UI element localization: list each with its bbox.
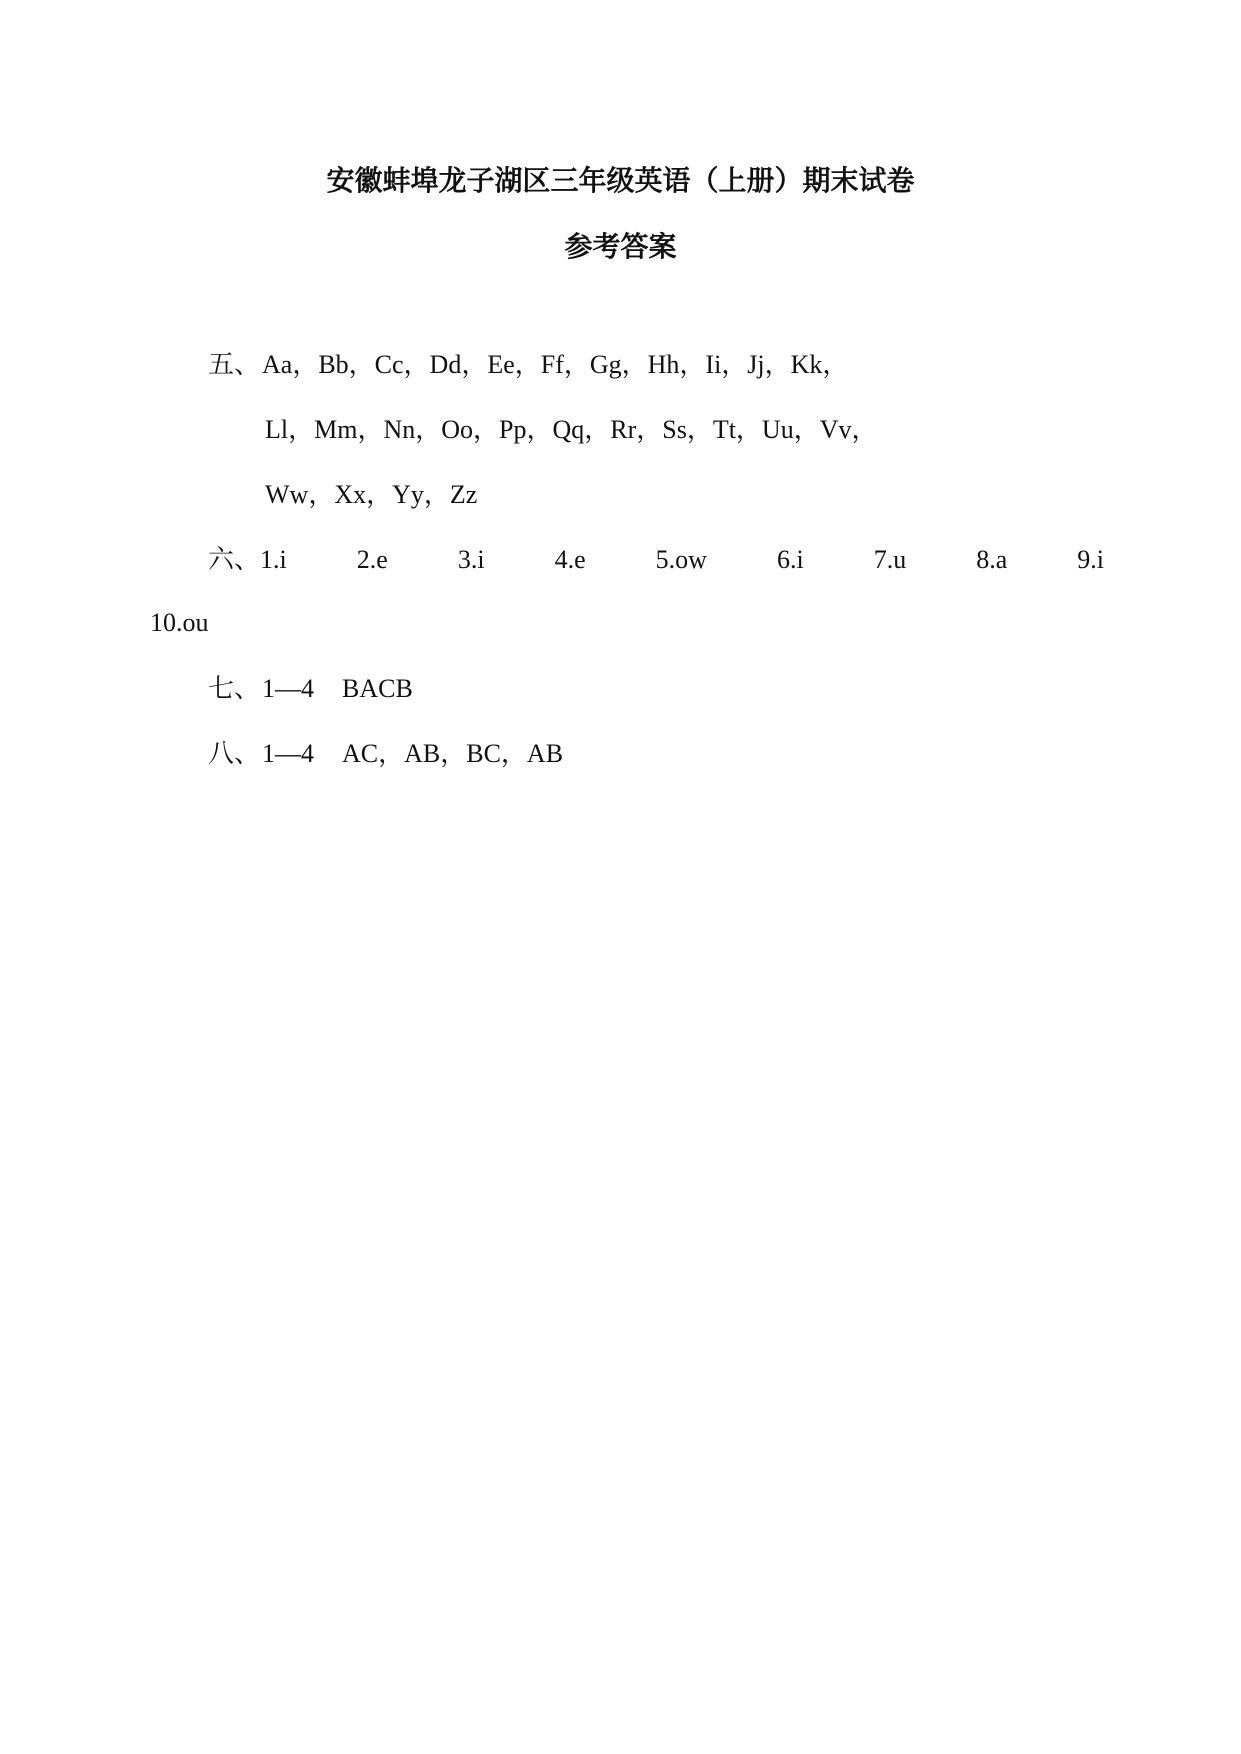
- section-6-answers-continued: [150, 606, 209, 640]
- section-6-answer-10: 10.ou: [150, 608, 209, 637]
- section-6-answer-1: 1.i: [260, 545, 287, 574]
- section-8-marker: 八、: [208, 739, 261, 768]
- section-6-answer-9: 9.i: [1077, 545, 1104, 574]
- section-7-answers: [208, 672, 413, 706]
- section-8-range: 1—4: [262, 739, 315, 768]
- section-6-answer-8: 8.a: [976, 545, 1008, 574]
- section-8-answer: AC，AB，BC，AB: [342, 739, 564, 768]
- section-6-answer-7: 7.u: [873, 545, 907, 574]
- section-7-marker: 七、: [208, 674, 261, 703]
- section-7-range: 1—4: [262, 674, 315, 703]
- section-6-marker: 六、: [208, 545, 261, 574]
- section-5-letters-1: Aa，Bb，Cc，Dd，Ee，Ff，Gg，Hh，Ii，Jj，Kk，: [262, 350, 849, 379]
- section-6-answer-6: 6.i: [776, 545, 804, 574]
- section-6-answers: [208, 543, 1104, 577]
- section-5-letters-3: Ww，Xx，Yy，Zz: [265, 480, 478, 509]
- section-6-answer-4: 4.e: [554, 545, 586, 574]
- section-6-answer-2: 2.e: [356, 545, 388, 574]
- page-subtitle: 参考答案: [564, 232, 677, 263]
- section-5-marker: 五、: [208, 350, 261, 379]
- section-6-answer-5: 5.ow: [655, 545, 707, 574]
- section-6-answer-3: 3.i: [457, 545, 485, 574]
- page-title: 安徽蚌埠龙子湖区三年级英语（上册）期末试卷: [326, 166, 915, 197]
- section-5-letters-2: Ll，Mm，Nn，Oo，Pp，Qq，Rr，Ss，Tt，Uu，Vv，: [265, 415, 878, 444]
- section-8-answers: [208, 737, 563, 771]
- section-7-answer: BACB: [342, 674, 413, 703]
- section-5-line-3: [265, 478, 477, 512]
- section-5-line-2: [265, 413, 877, 447]
- section-5-line-1: [208, 348, 848, 382]
